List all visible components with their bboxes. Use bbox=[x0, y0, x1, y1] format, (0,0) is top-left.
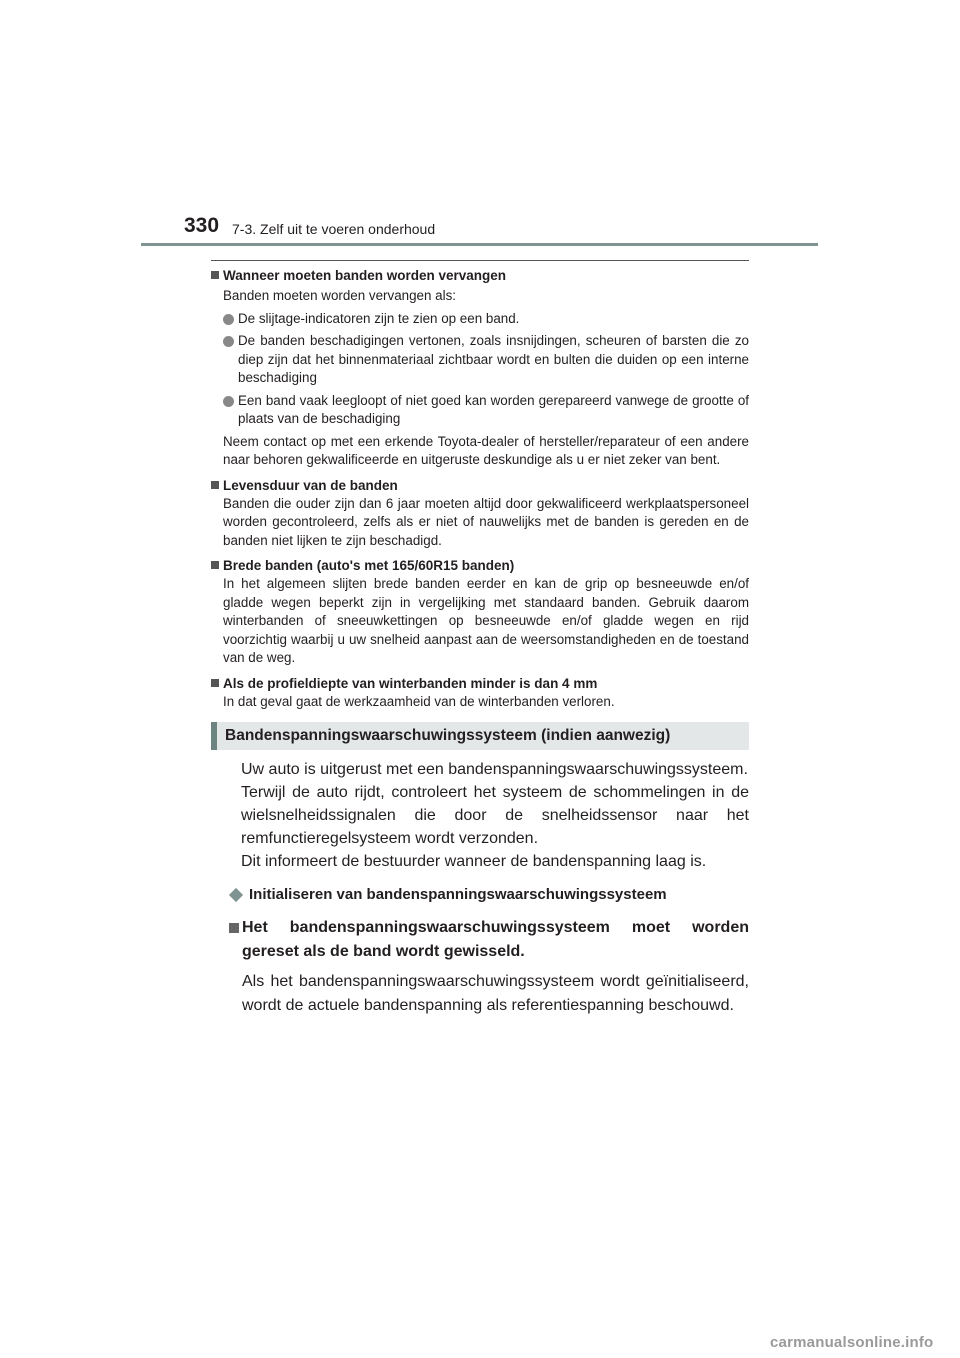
square-bullet-icon bbox=[211, 271, 219, 279]
body-text: Banden die ouder zijn dan 6 jaar moeten altijd door gekwalificeerd werkplaatspersoneel worden gecontroleerd, zelfs als er niet of nauwelijks met de banden is gereden en de banden niet lijken te zijn beschadigd. bbox=[223, 495, 749, 548]
square-bullet-icon bbox=[211, 561, 219, 569]
section-heading bbox=[211, 266, 749, 285]
watermark: carmanualsonline.info bbox=[770, 1334, 934, 1351]
section-lifetime bbox=[211, 476, 749, 551]
heading-accent-bar bbox=[211, 722, 217, 750]
bullet-text: Een band vaak leegloopt of niet goed kan worden gerepareerd vanwege de grootte of plaats van de beschadiging bbox=[238, 392, 749, 426]
square-bullet-icon bbox=[211, 679, 219, 687]
paragraph: Dit informeert de bestuurder wanneer de bandenspanning laag is. bbox=[241, 853, 707, 870]
box-title: Bandenspanningswaarschuwingssysteem (indien aanwezig) bbox=[225, 727, 671, 744]
body-text: In dat geval gaat de werkzaamheid van de winterbanden verloren. bbox=[223, 693, 615, 709]
round-bullet-icon bbox=[223, 336, 234, 347]
section-wide-tires bbox=[211, 556, 749, 668]
list-item bbox=[211, 332, 749, 388]
reset-body: Als het bandenspanningswaarschuwingssysteem wordt geïnitialiseerd, wordt de actuele bandenspanning als referentiespanning beschouwd. bbox=[242, 973, 749, 1014]
heading-text: Het bandenspanningswaarschuwingssysteem moet worden gereset als de band wordt gewisseld. bbox=[242, 919, 749, 960]
section-replace bbox=[211, 266, 749, 470]
heading-text: Als de profieldiepte van winterbanden minder is dan 4 mm bbox=[223, 675, 598, 691]
square-bullet-icon bbox=[229, 923, 239, 933]
paragraph: Terwijl de auto rijdt, controleert het systeem de schommelingen in de wielsnelheidssignalen die door de snelheidssensor naar het remfunctieregelsysteem wordt verzonden. bbox=[241, 784, 749, 847]
section-tread-depth bbox=[211, 674, 749, 712]
heading-text: Wanneer moeten banden worden vervangen bbox=[223, 268, 507, 283]
tpws-box-heading bbox=[211, 722, 749, 750]
heading-text: Initialiseren van bandenspanningswaarschuwingssysteem bbox=[249, 886, 667, 903]
header-rule bbox=[141, 243, 818, 246]
list-item bbox=[211, 392, 749, 429]
heading-text: Brede banden (auto's met 165/60R15 banden) bbox=[223, 558, 515, 573]
tpws-intro bbox=[211, 758, 749, 873]
chapter-title: 7-3. Zelf uit te voeren onderhoud bbox=[232, 221, 436, 237]
diamond-icon bbox=[229, 887, 243, 901]
body-text: In het algemeen slijten brede banden eerder en kan de grip op besneeuwde en/of gladde wegen beperkt zijn in vergelijking met standaard banden. Gebruik daarom winterbanden of sneeuwkettingen op besneeuwde en/of gladde wegen en rijd voorzichtig waarbij u uw snelheid aanpast aan de weersomstandigheden en de toestand van de weg. bbox=[223, 576, 749, 665]
section-heading bbox=[211, 556, 749, 575]
round-bullet-icon bbox=[223, 314, 234, 325]
bullet-text: De banden beschadigingen vertonen, zoals insnijdingen, scheuren of barsten die zo diep zijn dat het binnenmateriaal zichtbaar wordt en bulten die duiden op een interne beschadiging bbox=[238, 333, 749, 385]
page-number: 330 bbox=[184, 214, 220, 237]
page-content bbox=[211, 266, 749, 1018]
round-bullet-icon bbox=[223, 396, 234, 407]
paragraph: Uw auto is uitgerust met een bandenspanningswaarschuwingssysteem. bbox=[241, 761, 748, 778]
note-text: Neem contact op met een erkende Toyota-dealer of hersteller/reparateur of een andere naar behoren gekwalificeerde en uitgeruste deskundige als u er niet zeker van bent. bbox=[223, 433, 749, 467]
intro-text: Banden moeten worden vervangen als: bbox=[223, 288, 457, 303]
bullet-text: De slijtage-indicatoren zijn te zien op een band. bbox=[238, 310, 520, 326]
init-heading bbox=[211, 886, 749, 903]
reset-heading bbox=[211, 916, 749, 964]
section-divider bbox=[211, 260, 749, 261]
list-item bbox=[211, 310, 749, 329]
section-heading bbox=[211, 674, 749, 693]
section-heading bbox=[211, 476, 749, 495]
square-bullet-icon bbox=[211, 481, 219, 489]
heading-text: Levensduur van de banden bbox=[223, 477, 398, 493]
